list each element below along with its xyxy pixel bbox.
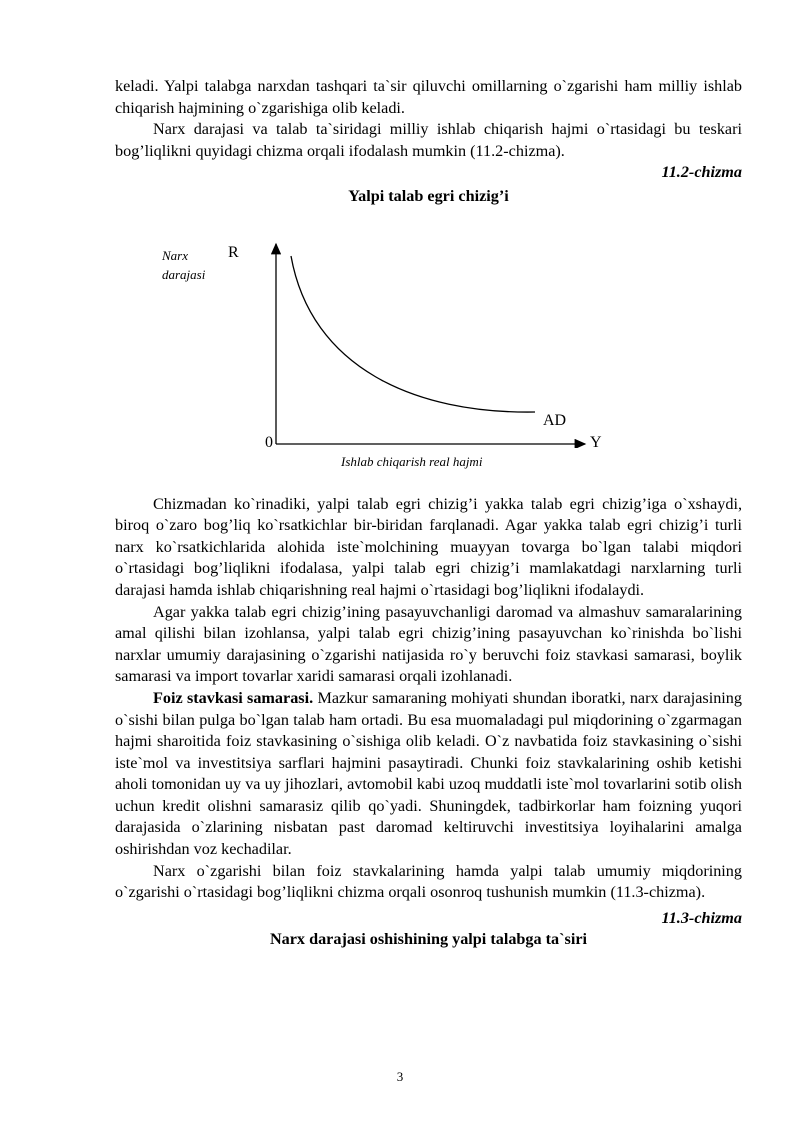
page-body [115, 76, 742, 951]
figure-2-title: Narx darajasi oshishining yalpi talabga ta`siri [269, 930, 588, 949]
paragraph-4: Agar yakka talab egri chizig’ining pasayuvchanligi daromad va almashuv samaralarining amal qilishi bilan izohlansa, yalpi talab egri chizig’ining pasayuvchan ko`rinishda bo`lishi narxlar umumiy darajasining o`zgarishi natijasida ro`y beruvchi foiz stavkasi samarasi, boylik samarasi va import tovarlar xaridi samarasi orqali izohlanadi. [115, 602, 742, 686]
series-label-ad: AD [543, 411, 567, 429]
y-axis-label [162, 246, 205, 284]
y-axis-label-line1: Narx [162, 247, 188, 263]
chart-svg [115, 208, 742, 448]
paragraph-6: Narx o`zgarishi bilan foiz stavkalarining hamda yalpi talab umumiy miqdorining o`zgarishi o`rtasidagi bog’liqlikni chizma orqali osonroq tushunish mumkin (11.3-chizma). [115, 861, 742, 902]
figure-1-label: 11.2-chizma [661, 163, 742, 182]
aggregate-demand-chart [115, 208, 742, 469]
figure-1-title: Yalpi talab egri chizig’i [348, 186, 509, 205]
paragraph-5-text: Mazkur samaraning mohiyati shundan iboratki, narx darajasining o`sishi bilan pulga bo`lgan talab ham ortadi. Bu esa muomaladagi pul miqdorining o`zgarmagan hajmi sharoitida foiz stavkasining o`sishiga olib keladi. O`z navbatida foiz stavkasining o`sishi iste`mol va investitsiya sarflari hajmini pasaytiradi. Chunki foiz stavkalarining oshib ketishi aholi tomonidan uy va uy jihozlari, avtomobil kabi uzoq muddatli iste`mol tovarlarini sotib olish uchun kredit olishni samarasiz qilib qo`yadi. Shuningdek, tadbirkorlar ham foizning yuqori darajasida o`zlarining nisbatan past daromad keltiruvchi investitsiya loyihalarini amalga oshirishdan voz kechadilar. [115, 688, 742, 859]
paragraph-5 [115, 688, 742, 861]
origin-label: 0 [265, 433, 273, 451]
y-axis-label-line2: darajasi [162, 266, 206, 282]
x-axis-symbol: Y [590, 433, 602, 451]
figure-2-label: 11.3-chizma [661, 908, 742, 927]
page-number: 3 [396, 1069, 404, 1084]
paragraph-5-heading: Foiz stavkasi samarasi. [153, 688, 314, 707]
paragraph-3: Chizmadan ko`rinadiki, yalpi talab egri chizig’i yakka talab egri chizig’iga o`xshaydi, biroq o`zaro bog’liq ko`rsatkichlar bir-biridan farqlanadi. Agar yakka talab egri chizig’i turli narx ko`rsatkichlarida alohida iste`molchining muayyan tovarga bo`lgan talabi miqdori o`rtasidagi bog’liqlikni ifodalasa, yalpi talab egri chizig’i mamlakatdagi narxlarning turli darajasi hamda ishlab chiqarishning real hajmi o`rtasidagi bog’liqlikni ifodalaydi. [115, 494, 742, 599]
y-axis-symbol: R [228, 243, 239, 261]
x-axis-label: Ishlab chiqarish real hajmi [341, 453, 483, 469]
paragraph-2: Narx darajasi va talab ta`siridagi milliy ishlab chiqarish hajmi o`rtasidagi bu teskari bog’liqlikni quyidagi chizma orqali ifodalash mumkin (11.2-chizma). [115, 120, 742, 160]
paragraph-1: keladi. Yalpi talabga narxdan tashqari ta`sir qiluvchi omillarning o`zgarishi ham milliy ishlab chiqarish hajmining o`zgarishiga olib keladi. [115, 77, 742, 117]
ad-curve [291, 256, 535, 412]
